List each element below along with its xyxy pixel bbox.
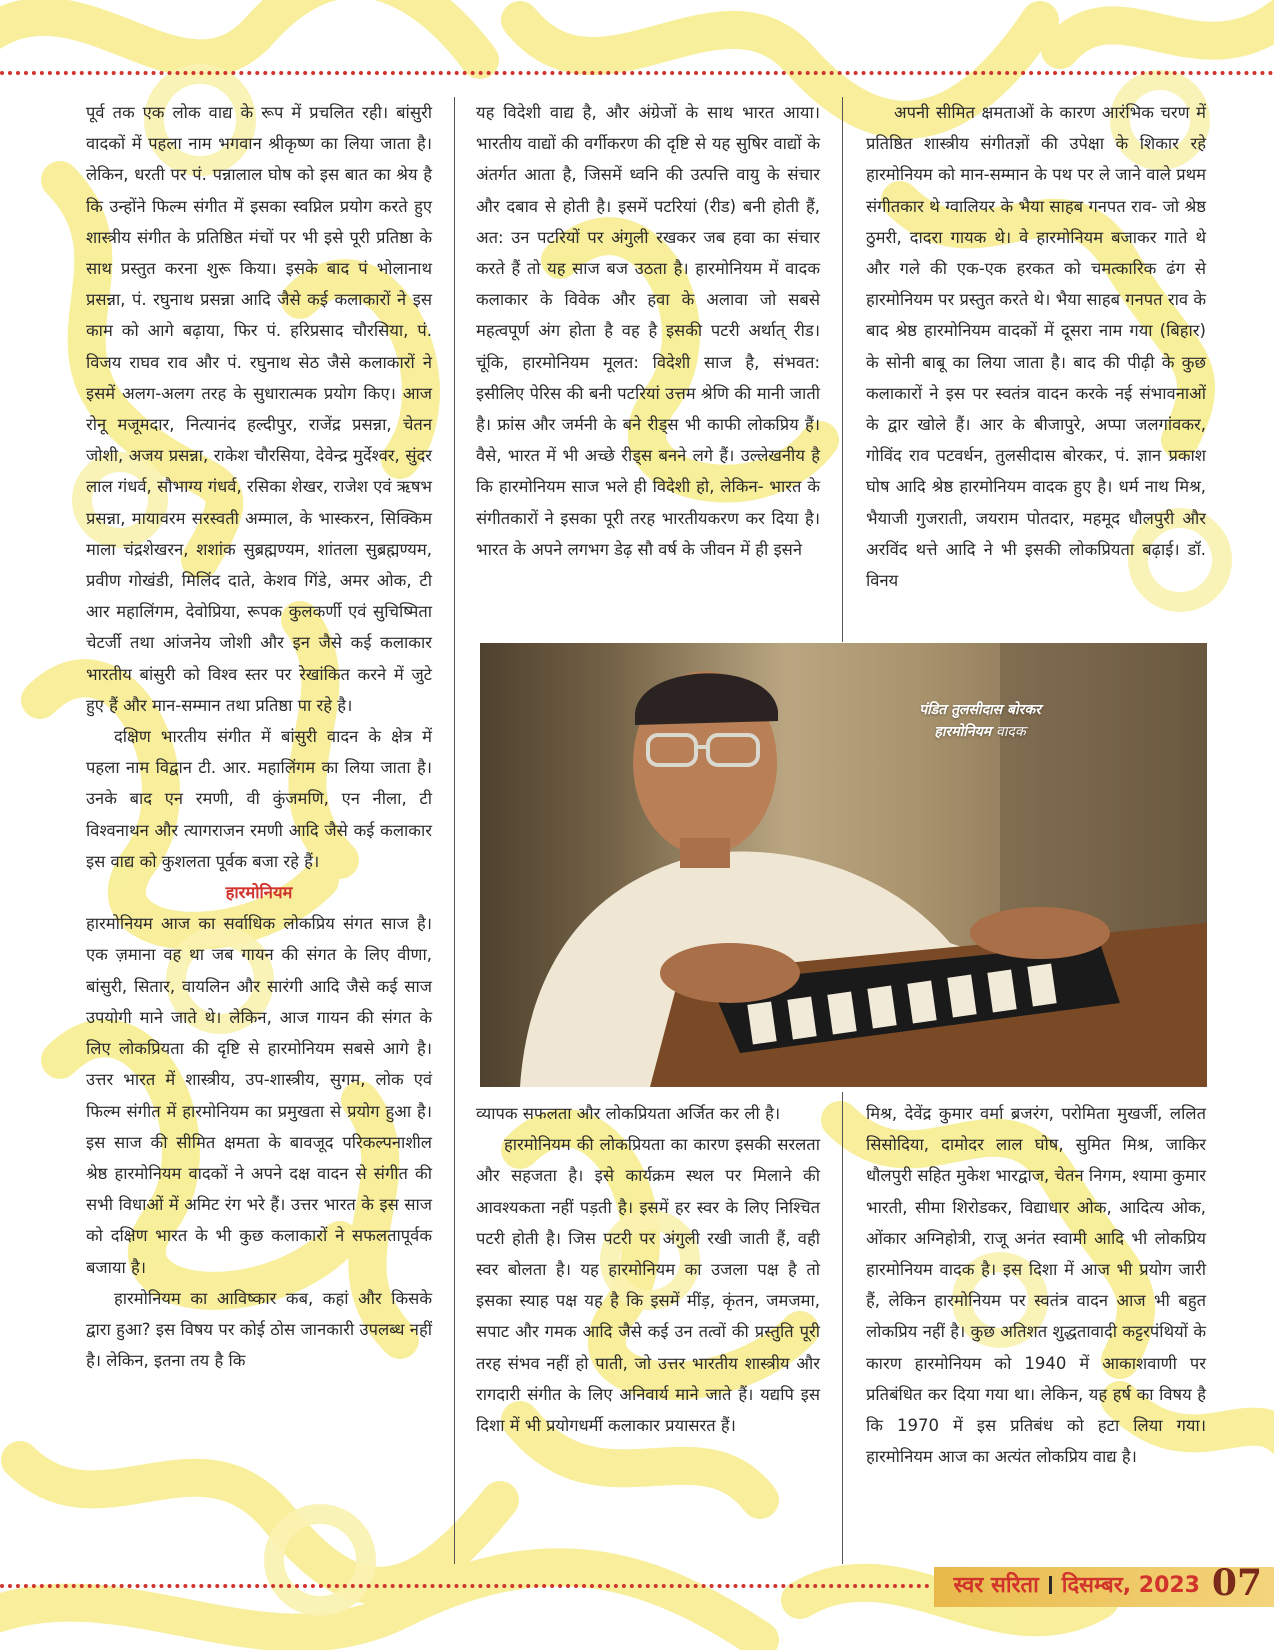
footer-masthead <box>954 1569 1200 1603</box>
photo-tulsidas-borkar <box>480 643 1207 1087</box>
photo-caption-role-rest: वादक <box>995 724 1026 740</box>
paragraph-harmonium-invention: हारमोनियम का आविष्कार कब, कहां और किसके द्वारा हुआ? इस विषय पर कोई ठोस जानकारी उपलब्ध नहीं है। लेकिन, इतना तय है कि <box>86 1288 432 1371</box>
footer-separator <box>1049 1576 1052 1594</box>
column-divider-right <box>842 97 843 642</box>
paragraph-south-india-flute: दक्षिण भारतीय संगीत में बांसुरी वादन के क्षेत्र में पहला नाम विद्वान टी. आर. महालिंगम का लिया जाता है। उनके बाद एन रमणी, वी कुंजमणि, एन नीला, टी विश्वनाथन और त्यागराजन रमणी आदि जैसे कई कलाकार इस वाद्य को कुशलता पूर्वक बजा रहे हैं। <box>86 727 432 871</box>
footer-issue-date: दिसम्बर, 2023 <box>1061 1573 1200 1598</box>
paragraph-harmonium-pioneers: अपनी सीमित क्षमताओं के कारण आरंभिक चरण में प्रतिष्ठित शास्त्रीय संगीतज्ञों की उपेक्षा के शिकार रहे हारमोनियम को मान-सम्मान के पथ पर ले जाने वाले प्रथम संगीतकार थे ग्वालियर के भैया साहब गनपत राव- जो श्रेष्ठ ठुमरी, दादरा गायक थे। वे हारमोनियम बजाकर गाते थे और गले की एक-एक हरकत को चमत्कारिक ढंग से हारमोनियम पर प्रस्तुत करते थे। भैया साहब गनपत राव के बाद श्रेष्ठ हारमोनियम वादकों में दूसरा नाम गया (बिहार) के सोनी बाबू का लिया जाता है। बाद की पीढ़ी के कुछ कलाकारों ने इस पर स्वतंत्र वादन करके नई संभावनाओं के द्वार खोले हैं। आर के बीजापुरे, अप्पा जलगांवकर, गोविंद राव पटवर्धन, तुलसीदास बोरकर, पं. ज्ञान प्रकाश घोष आदि श्रेष्ठ हारमोनियम वादक हुए है। धर्म नाथ मिश्र, भैयाजी गुजराती, जयराम पोतदार, महमूद धौलपुरी और अरविंद थत्ते आदि ने भी इसकी लोकप्रियता बढ़ाई। डॉ. विनय <box>866 103 1206 591</box>
paragraph-harmonium-intro: हारमोनियम आज का सर्वाधिक लोकप्रिय संगत साज है। एक ज़माना वह था जब गायन की संगत के लिए वीणा, बांसुरी, सितार, वायलिन और सारंगी आदि जैसे कई साज उपयोगी माने जाते थे। लेकिन, आज गायन की संगत के लिए लोकप्रियता की दृष्टि से हारमोनियम सबसे आगे है। उत्तर भारत में शास्त्रीय, उप-शास्त्रीय, सुगम, लोक एवं फिल्म संगीत में हारमोनियम का प्रमुखता से प्रयोग हुआ है। इस साज की सीमित क्षमता के बावजूद परिकल्पनाशील श्रेष्ठ हारमोनियम वादकों ने अपने दक्ष वादन से संगीत की सभी विधाओं में अमिट रंग भरे हैं। उत्तर भारत के इस साज को दक्षिण भारत के भी कुछ कलाकारों ने सफलतापूर्वक बजाया है। <box>86 914 432 1277</box>
paragraph-success: व्यापक सफलता और लोकप्रियता अर्जित कर ली है। <box>476 1104 781 1123</box>
photo-caption-role <box>860 721 1100 743</box>
section-heading-harmonium: हारमोनियम <box>225 883 293 903</box>
column-2-top <box>476 97 820 565</box>
paragraph-harmonium-artists-ban: मिश्र, देवेंद्र कुमार वर्मा ब्रजरंग, परोमिता मुखर्जी, ललित सिसोदिया, दामोदर लाल घोष, सुमित मिश्र, जाकिर धौलपुरी सहित मुकेश भारद्वाज, चेतन निगम, श्यामा कुमार भारती, सीमा शिरोडकर, विद्याधार ओक, आदित्य ओक, ओंकार अग्निहोत्री, राजू अनंत स्वामी आदि भी लोकप्रिय हारमोनियम वादक है। इस दिशा में आज भी प्रयोग जारी हैं, लेकिन हारमोनियम पर स्वतंत्र वादन आज भी बहुत लोकप्रिय नहीं है। कुछ अतिशत शुद्धतावादी कट्टरपंथियों के कारण हारमोनियम को 1940 में आकाशवाणी पर प्रतिबंधित कर दिया गया था। लेकिन, यह हर्ष का विषय है कि 1970 में इस प्रतिबंध को हटा लिया गया। हारमोनियम आज का अत्यंत लोकप्रिय वाद्य है। <box>866 1104 1206 1467</box>
paragraph-harmonium-foreign-origin: यह विदेशी वाद्य है, और अंग्रेजों के साथ भारत आया। भारतीय वाद्यों की वर्गीकरण की दृष्टि से यह सुषिर वाद्यों के अंतर्गत आता है, जिसमें ध्वनि की उत्पत्ति वायु के संचार और दबाव से होती है। इसमें पटरियां (रीड) बनी होती हैं, अत: उन पटरियों पर अंगुली रखकर जब हवा का संचार करते हैं तो यह साज बज उठता है। हारमोनियम में वादक कलाकार के विवेक और हवा के अलावा जो सबसे महत्वपूर्ण अंग होता है वह है इसकी पटरी अर्थात् रीड। चूंकि, हारमोनियम मूलत: विदेशी साज है, संभवत: इसीलिए पेरिस की बनी पटरियां उत्तम श्रेणि की मानी जाती है। फ्रांस और जर्मनी के बने रीड्स भी काफी लोकप्रिय हैं। वैसे, भारत में भी अच्छे रीड्स बनने लगे हैं। उल्लेखनीय है कि हारमोनियम साज भले ही विदेशी हो, लेकिन- भारत के संगीतकारों ने इसका पूरी तरह भारतीयकरण कर दिया है। भारत के अपने लगभग डेढ़ सौ वर्ष के जीवन में ही इसने <box>476 103 820 559</box>
top-dotted-rule <box>0 71 1274 75</box>
column-divider-right-lower <box>842 1092 843 1564</box>
paragraph-harmonium-simplicity: हारमोनियम की लोकप्रियता का कारण इसकी सरलता और सहजता है। इसे कार्यक्रम स्थल पर मिलाने की आवश्यकता नहीं पड़ती है। इसमें हर स्वर के लिए निश्चित पटरी होती है। जिस पटरी पर अंगुली रखी जाती हैं, वही स्वर बोलता है। यह हारमोनियम का उजला पक्ष है तो इसका स्याह पक्ष यह है कि इसमें मींड़, कृंतन, जमजमा, सपाट और गमक आदि जैसे कई उन तत्वों की प्रस्तुति पूरी तरह संभव नहीं हो पाती, जो उत्तर भारतीय शास्त्रीय और रागदारी संगीत के लिए अनिवार्य माने जाते हैं। यद्यपि इस दिशा में भी प्रयोगधर्मी कलाकार प्रयासरत हैं। <box>476 1135 820 1436</box>
column-2-bottom <box>476 1098 820 1441</box>
bottom-dotted-rule <box>0 1584 930 1588</box>
column-1 <box>86 97 432 1376</box>
photo-caption <box>860 699 1100 743</box>
footer-magazine-name: स्वर सरिता <box>953 1573 1039 1598</box>
column-3-top <box>866 97 1206 596</box>
photo-caption-role-bold: हारमोनियम <box>934 724 992 740</box>
paragraph-flute-artists: पूर्व तक एक लोक वाद्य के रूप में प्रचलित रही। बांसुरी वादकों में पहला नाम भगवान श्रीकृष्ण का लिया जाता है। लेकिन, धरती पर पं. पन्नालाल घोष को इस बात का श्रेय है कि उन्होंने फिल्म संगीत में इसका स्वप्निल प्रयोग करते हुए शास्त्रीय संगीत के प्रतिष्ठित मंचों पर भी इसे पूरी प्रतिष्ठा के साथ प्रस्तुत करना शुरू किया। इसके बाद पं भोलानाथ प्रसन्ना, पं. रघुनाथ प्रसन्ना आदि जैसे कई कलाकारों ने इस काम को आगे बढ़ाया, फिर पं. हरिप्रसाद चौरसिया, पं. विजय राघव राव और पं. रघुनाथ सेठ जैसे कलाकारों ने इसमें अलग-अलग तरह के सुधारात्मक प्रयोग किए। आज रोनू मजूमदार, नित्यानंद हल्दीपुर, राजेंद्र प्रसन्ना, चेतन जोशी, अजय प्रसन्ना, राकेश चौरसिया, देवेन्द्र मुर्देश्वर, सुंदर लाल गंधर्व, सौभाग्य गंधर्व, रसिका शेखर, राजेश एवं ऋषभ प्रसन्ना, मायावरम सरस्वती अम्माल, के भास्करन, सिक्किम माला चंद्रशेखरन, शशांक सुब्रह्मण्यम, शांतला सुब्रह्मण्यम, प्रवीण गोखंडी, मिलिंद दाते, केशव गिंडे, अमर ओक, टी आर महालिंगम, देवोप्रिया, रूपक कुलकर्णी एवं सुचिष्मिता चेटर्जी तथा आंजनेय जोशी और इन जैसे कई कलाकार भारतीय बांसुरी को विश्व स्तर पर रेखांकित करने में जुटे हुए हैं और मान-सम्मान तथा प्रतिष्ठा पा रहे है। <box>86 103 432 715</box>
page-number: 07 <box>1211 1562 1262 1604</box>
photo-caption-name: पंडित तुलसीदास बोरकर <box>919 702 1041 718</box>
column-divider-left <box>454 97 455 1564</box>
column-3-bottom <box>866 1098 1206 1472</box>
